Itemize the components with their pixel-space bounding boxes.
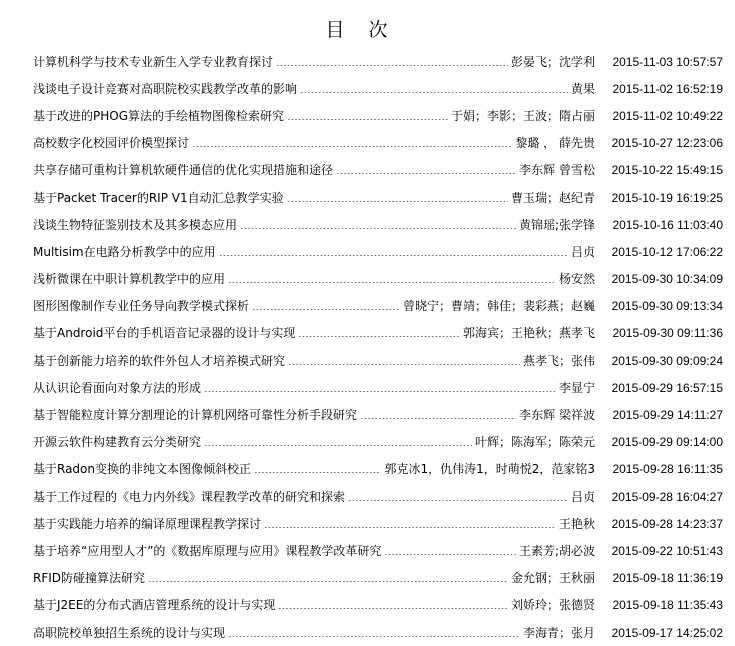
toc-entry-link[interactable] [33,136,595,150]
article-authors: 李海青；张月 [522,625,595,640]
article-authors: 燕孝飞；张伟 [522,353,595,368]
toc-list [33,48,723,646]
article-authors: 黄果 [570,81,595,96]
toc-entry [33,238,723,265]
toc-entry-link[interactable] [33,544,595,558]
dot-leader [360,418,516,419]
article-authors: 郭克冰1，仇伟涛1，时萌悦2，范家铭3 [384,462,595,477]
article-authors: 杨安然 [558,272,595,287]
toc-entry [33,347,723,374]
toc-entry [33,266,723,293]
article-title[interactable]: 基于智能粒度计算分割理论的计算机网络可靠性分析手段研究 [33,408,358,423]
dot-leader [278,608,508,609]
toc-entry-link[interactable] [33,272,595,286]
article-date: 2015-11-02 10:49:22 [612,108,723,123]
article-date: 2015-09-30 09:09:24 [611,353,723,368]
dot-leader [219,255,568,256]
toc-entry-link[interactable] [33,109,595,123]
article-authors: 彭晏飞；沈学利 [510,54,595,69]
toc-entry [33,456,723,483]
toc-entry [33,429,723,456]
article-title[interactable]: 高职院校单独招生系统的设计与实现 [33,625,226,640]
dot-leader [288,364,520,365]
toc-entry [33,320,723,347]
article-authors: 王素芳;胡必波 [518,543,595,558]
article-title[interactable]: 开源云软件构建教育云分类研究 [33,435,202,450]
toc-entry-link[interactable] [33,55,595,69]
toc-entry [33,211,723,238]
article-authors: 于娟；李影；王波；隋占丽 [450,108,595,123]
article-title[interactable]: 基于实践能力培养的编译原理课程教学探讨 [33,516,262,531]
dot-leader [228,636,520,637]
article-date: 2015-10-12 17:06:22 [611,244,723,259]
article-authors: 吕贞 [570,244,595,259]
toc-entry-link[interactable] [33,598,595,612]
toc-entry-link[interactable] [33,517,595,531]
dot-leader [300,92,568,93]
toc-entry [33,592,723,619]
article-title[interactable]: 共享存储可重构计算机软硬件通信的优化实现措施和途径 [33,163,334,178]
dot-leader [336,173,516,174]
article-date: 2015-09-30 09:11:36 [612,326,723,341]
toc-entry [33,537,723,564]
dot-leader [204,445,472,446]
article-date: 2015-10-27 12:23:06 [611,136,723,151]
toc-entry-link[interactable] [33,163,595,177]
article-title[interactable]: 基于培养“应用型人才”的《数据库原理与应用》课程教学改革研究 [33,543,382,558]
article-authors: 李东辉 梁祥波 [519,408,595,423]
toc-entry [33,130,723,157]
article-date: 2015-10-22 15:49:15 [611,163,723,178]
toc-entry [33,374,723,401]
article-date: 2015-09-18 11:36:19 [612,571,723,586]
article-title[interactable]: 基于工作过程的《电力内外线》课程教学改革的研究和探索 [33,489,346,504]
dot-leader [204,391,556,392]
dot-leader [228,282,556,283]
article-authors: 王艳秋 [558,516,595,531]
article-authors: 黄锦瑶;张学锋 [518,217,595,232]
article-date: 2015-09-22 10:51:43 [611,543,723,558]
article-date: 2015-09-29 14:11:27 [612,408,723,423]
dot-leader [240,228,516,229]
article-authors: 曹玉瑞；赵纪青 [510,190,595,205]
toc-entry-link[interactable] [33,299,595,313]
dot-leader [264,527,556,528]
dot-leader [148,581,508,582]
article-date: 2015-09-28 16:11:35 [612,462,723,477]
article-date: 2015-09-18 11:35:43 [612,598,723,613]
toc-entry-link[interactable] [33,326,595,340]
article-title[interactable]: 浅谈生物特征鉴别技术及其多模态应用 [33,217,238,232]
toc-entry [33,483,723,510]
toc-entry-link[interactable] [33,571,595,585]
toc-entry-link[interactable] [33,245,595,259]
toc-entry [33,157,723,184]
toc-entry [33,48,723,75]
dot-leader [276,65,508,66]
toc-entry-link[interactable] [33,191,595,205]
toc-entry-link[interactable] [33,381,595,395]
dot-leader [348,500,568,501]
article-date: 2015-10-16 11:03:40 [612,217,723,232]
toc-entry-link[interactable] [33,218,595,232]
article-title[interactable]: 基于改进的PHOG算法的手绘植物图像检索研究 [33,108,285,123]
article-title[interactable]: 浅谈电子设计竞赛对高职院校实践教学改革的影响 [33,81,298,96]
article-authors: 李东辉 曾雪松 [519,163,595,178]
article-date: 2015-09-30 09:13:34 [611,299,723,314]
article-date: 2015-10-19 16:19:25 [611,190,723,205]
article-authors: 刘娇玲；张德贤 [510,598,595,613]
article-title[interactable]: 基于Android平台的手机语音记录器的设计与实现 [33,326,296,341]
article-title[interactable]: 基于J2EE的分布式酒店管理系统的设计与实现 [33,598,276,613]
toc-entry [33,75,723,102]
article-date: 2015-11-02 16:52:19 [612,81,723,96]
dot-leader [287,119,448,120]
dot-leader [254,472,381,473]
article-authors: 黎璐 ， 薛先贵 [515,136,595,151]
article-date: 2015-09-28 14:23:37 [611,516,723,531]
toc-entry [33,565,723,592]
article-title[interactable]: RFID防碰撞算法研究 [33,571,146,586]
article-authors: 金允钢；王秋丽 [510,571,595,586]
article-date: 2015-09-17 14:25:02 [611,625,723,640]
dot-leader [298,336,460,337]
toc-entry-link[interactable] [33,408,595,422]
toc-entry-link[interactable] [33,626,595,640]
article-title[interactable]: 基于Packet Tracer的RIP V1自动汇总教学实验 [33,190,284,205]
article-title[interactable]: 浅析微课在中职计算机教学中的应用 [33,272,226,287]
toc-entry-link[interactable] [33,462,595,476]
article-title[interactable]: 基于创新能力培养的软件外包人才培养模式研究 [33,353,286,368]
dot-leader [384,554,516,555]
article-authors: 吕贞 [570,489,595,504]
dot-leader [287,201,508,202]
toc-entry [33,510,723,537]
article-title[interactable]: 计算机科学与技术专业新生入学专业教育探讨 [33,54,274,69]
toc-entry [33,293,723,320]
article-date: 2015-09-29 09:14:00 [611,435,723,450]
article-title[interactable]: 高校数字化校园评价模型探讨 [33,136,190,151]
toc-entry-link[interactable] [33,354,595,368]
article-title[interactable]: 从认识论看面向对象方法的形成 [33,380,202,395]
toc-entry [33,102,723,129]
article-title[interactable]: 基于Radon变换的非纯文本图像倾斜校正 [33,462,251,477]
article-date: 2015-11-03 10:57:57 [612,54,723,69]
article-date: 2015-09-30 10:34:09 [611,272,723,287]
toc-entry [33,401,723,428]
toc-entry-link[interactable] [33,82,595,96]
article-date: 2015-09-29 16:57:15 [611,380,723,395]
dot-leader [252,309,400,310]
article-title[interactable]: 图形图像制作专业任务导向教学模式探析 [33,299,250,314]
toc-entry-link[interactable] [33,435,595,449]
page-title: 目 次 [325,19,390,41]
article-authors: 郭海宾；王艳秋；燕孝飞 [462,326,595,341]
toc-entry-link[interactable] [33,490,595,504]
article-authors: 曾晓宁；曹靖；韩佳；裴彩燕；赵巍 [402,299,595,314]
toc-entry [33,184,723,211]
article-title[interactable]: Multisim在电路分析教学中的应用 [33,244,216,259]
dot-leader [192,146,512,147]
article-authors: 李显宁 [558,380,595,395]
toc-entry [33,619,723,646]
article-date: 2015-09-28 16:04:27 [611,489,723,504]
article-authors: 叶辉；陈海军；陈荣元 [474,435,595,450]
